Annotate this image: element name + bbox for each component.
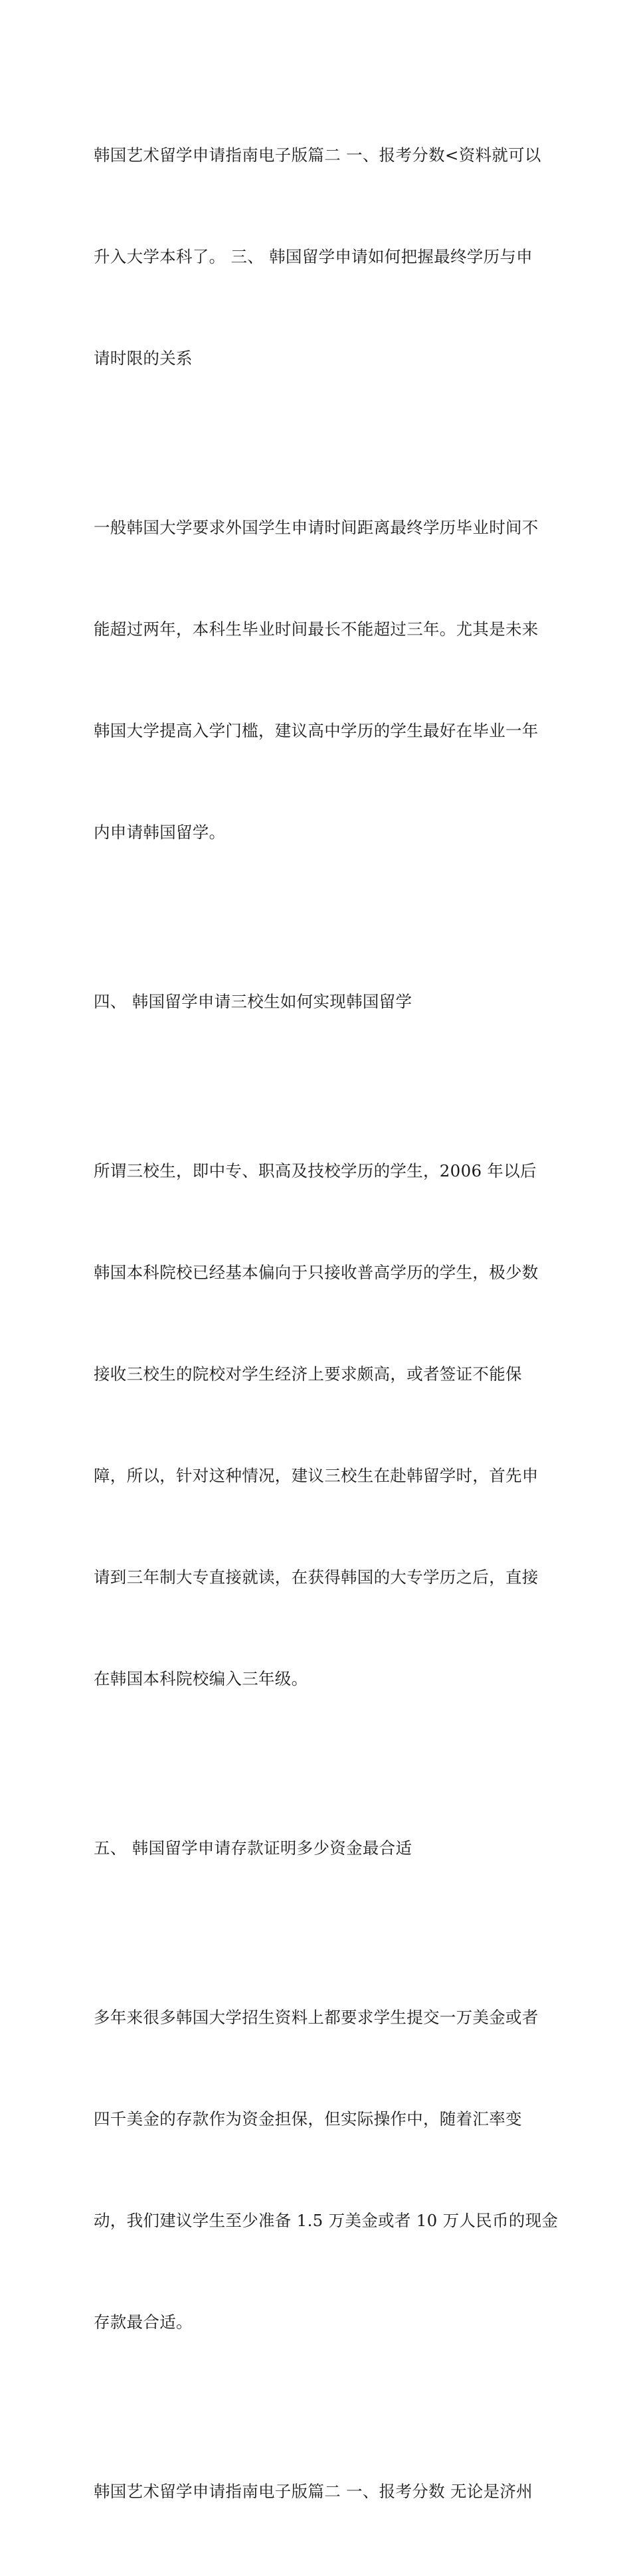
paragraph-deposit — [94, 1933, 559, 2407]
text-line: 接收三校生的院校对学生经济上要求颇高，或者签证不能保 — [94, 1364, 522, 1384]
text-line: 内申请韩国留学。 — [94, 823, 226, 842]
paragraph-closing — [94, 2407, 540, 2576]
text-line: 韩国大学提高入学门槛，建议高中学历的学生最好在毕业一年 — [94, 721, 539, 740]
paragraph-three-schools — [94, 1086, 540, 1763]
text-line: 请到三年制大专直接就读，在获得韩国的大专学历之后，直接 — [94, 1568, 539, 1587]
text-line: 韩国艺术留学申请指南电子版篇二 一、报考分数<资料就可以 — [94, 145, 541, 165]
text-line: 四、 韩国留学申请三校生如何实现韩国留学 — [94, 992, 412, 1011]
text-line: 障，所以，针对这种情况，建议三校生在赴韩留学时，首先申 — [94, 1466, 539, 1485]
text-line: 多年来很多韩国大学招生资料上都要求学生提交一万美金或者 — [94, 2008, 539, 2027]
text-line: 五、 韩国留学申请存款证明多少资金最合适 — [94, 1838, 412, 1858]
text-line: 升入大学本科了。 三、 韩国留学申请如何把握最终学历与申 — [94, 247, 533, 266]
text-line: 请时限的关系 — [94, 349, 193, 368]
text-line: 在韩国本科院校编入三年级。 — [94, 1669, 308, 1688]
document-body — [94, 70, 559, 2576]
text-line: 动，我们建议学生至少准备 1.5 万美金或者 10 万人民币的现金 — [94, 2211, 559, 2230]
text-line: 所谓三校生，即中专、职高及技校学历的学生，2006 年以后 — [94, 1161, 537, 1180]
section-heading-five — [94, 1763, 540, 1933]
paragraph-intro — [94, 70, 540, 443]
section-heading-four — [94, 917, 540, 1086]
text-line: 能超过两年，本科生毕业时间最长不能超过三年。尤其是未来 — [94, 619, 539, 639]
text-line: 存款最合适。 — [94, 2312, 193, 2332]
text-line: 一般韩国大学要求外国学生申请时间距离最终学历毕业时间不 — [94, 518, 539, 537]
paragraph-time-limit — [94, 443, 540, 917]
text-line: 四千美金的存款作为资金担保，但实际操作中，随着汇率变 — [94, 2109, 522, 2129]
text-line: 韩国本科院校已经基本偏向于只接收普高学历的学生，极少数 — [94, 1263, 539, 1282]
text-line: 韩国艺术留学申请指南电子版篇二 一、报考分数 无论是济州 — [94, 2482, 533, 2501]
